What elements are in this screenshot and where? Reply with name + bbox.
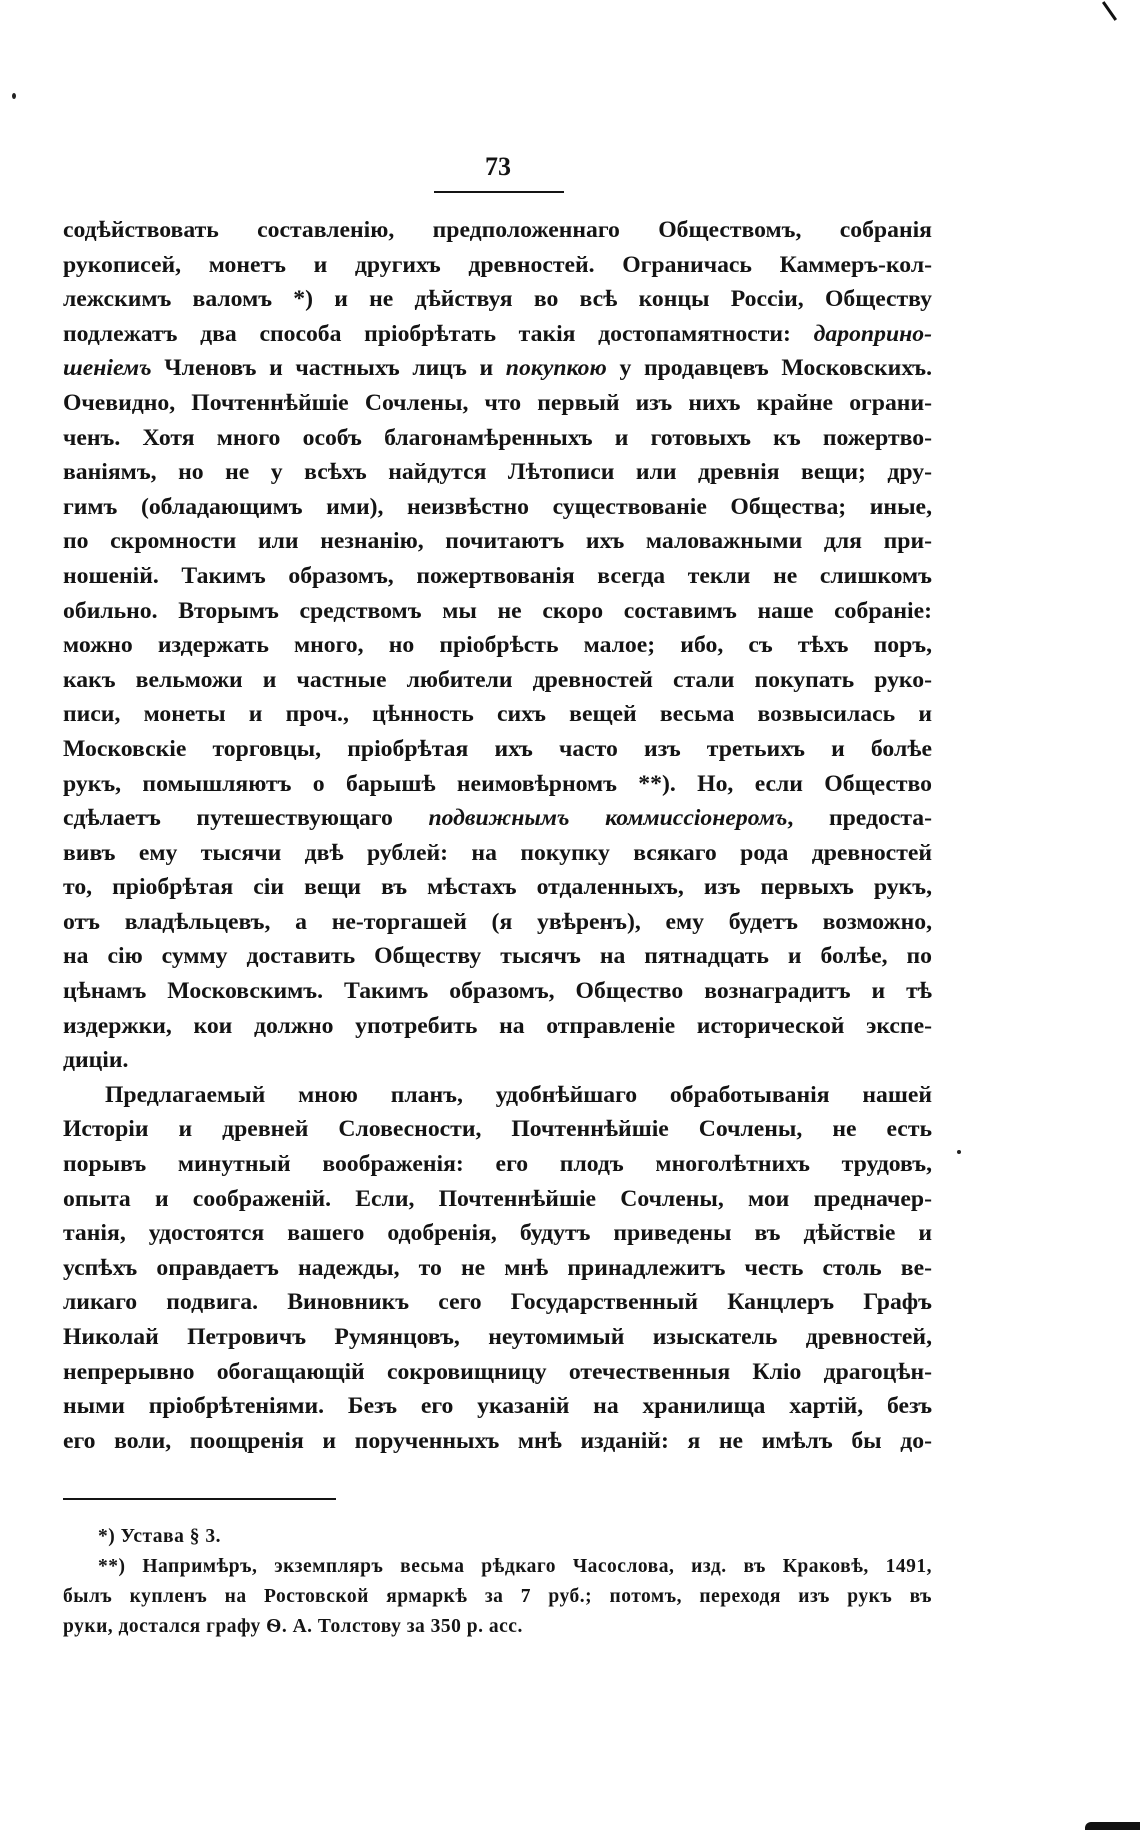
text-fragment: рукъ, помышляютъ о барышѣ неимовѣрномъ **). Но, если Общество bbox=[63, 770, 932, 797]
scan-corner-mark bbox=[1085, 1822, 1140, 1830]
footnote-line: былъ купленъ на Ростовской ярмаркѣ за 7 руб.; потомъ, переходя изъ рукъ въ bbox=[63, 1586, 932, 1607]
text-line bbox=[63, 559, 932, 594]
text-fragment: ношеній. Такимъ образомъ, пожертвованія всегда текли не слишкомъ bbox=[63, 562, 932, 589]
text-fragment: ченъ. Хотя много особъ благонамѣренныхъ и готовыхъ къ пожертво- bbox=[63, 424, 932, 451]
text-line bbox=[63, 767, 932, 802]
text-line bbox=[63, 663, 932, 698]
text-line bbox=[63, 317, 932, 352]
text-fragment: ваніямъ, но не у всѣхъ найдутся Лѣтописи или древнія вещи; дру- bbox=[63, 459, 932, 486]
text-fragment: отъ владѣльцевъ, а не-торгашей (я увѣренъ), ему будетъ возможно, bbox=[63, 908, 932, 935]
text-line bbox=[63, 974, 932, 1009]
text-line bbox=[63, 1251, 932, 1286]
text-line bbox=[63, 1216, 932, 1251]
text-line bbox=[63, 628, 932, 663]
text-fragment: Исторіи и древней Словесности, Почтеннѣйшіе Сочлены, не есть bbox=[63, 1116, 932, 1143]
text-line bbox=[63, 939, 932, 974]
text-line bbox=[63, 1285, 932, 1320]
text-line bbox=[63, 248, 932, 283]
text-fragment: непрерывно обогащающій сокровищницу отечественныя Кліо драгоцѣн- bbox=[63, 1358, 932, 1385]
text-fragment: ными пріобрѣтеніями. Безъ его указаній на хранилища хартій, безъ bbox=[63, 1393, 932, 1420]
text-fragment: Предлагаемый мною планъ, удобнѣйшаго обработыванія нашей bbox=[105, 1081, 932, 1108]
italic-phrase: дароприно- bbox=[813, 320, 932, 347]
text-line bbox=[63, 836, 932, 871]
footnote-separator bbox=[63, 1498, 336, 1500]
footnote-line: *) Устава § 3. bbox=[98, 1526, 221, 1547]
text-fragment: , предоста- bbox=[787, 805, 932, 832]
text-line bbox=[63, 213, 932, 248]
text-line bbox=[63, 1320, 932, 1355]
italic-phrase: шеніемъ bbox=[63, 355, 152, 382]
text-line bbox=[63, 1389, 932, 1424]
footnotes bbox=[63, 1522, 932, 1642]
text-fragment: можно издержать много, но пріобрѣсть малое; ибо, съ тѣхъ поръ, bbox=[63, 632, 932, 659]
text-line bbox=[63, 1355, 932, 1390]
text-fragment: Николай Петровичъ Румянцовъ, неутомимый изыскатель древностей, bbox=[63, 1324, 932, 1350]
text-line bbox=[63, 1182, 932, 1217]
text-fragment: вивъ ему тысячи двѣ рублей: на покупку всякаго рода древностей bbox=[63, 839, 932, 866]
text-fragment: на сію сумму доставить Обществу тысячъ на пятнадцать и болѣе, по bbox=[63, 943, 932, 970]
text-fragment: писи, монеты и проч., цѣнность сихъ вещей весьма возвысилась и bbox=[63, 701, 932, 728]
text-fragment: диціи. bbox=[63, 1047, 129, 1074]
text-fragment: у продавцевъ Московскихъ. bbox=[606, 355, 932, 382]
body-text bbox=[63, 213, 932, 1458]
page-number-rule bbox=[434, 191, 564, 193]
text-line bbox=[63, 351, 932, 386]
page-number: 73 bbox=[485, 152, 511, 181]
text-fragment: издержки, кои должно употребить на отправленіе исторической экспе- bbox=[63, 1012, 932, 1039]
text-fragment: Московскіе торговцы, пріобрѣтая ихъ часто изъ третьихъ и болѣе bbox=[63, 735, 932, 762]
scan-speck bbox=[12, 93, 16, 99]
text-fragment: то, пріобрѣтая сіи вещи въ мѣстахъ отдаленныхъ, изъ первыхъ рукъ, bbox=[63, 874, 932, 901]
text-line bbox=[63, 455, 932, 490]
text-line bbox=[63, 697, 932, 732]
text-line bbox=[63, 421, 932, 456]
footnote-line: **) Напримѣръ, экземпляръ весьма рѣдкаго Часослова, изд. въ Краковѣ, 1491, bbox=[98, 1556, 932, 1577]
text-fragment: сдѣлаетъ путешествующаго bbox=[63, 805, 429, 832]
text-fragment: по скромности или незнанію, почитаютъ ихъ маловажными для при- bbox=[63, 528, 932, 555]
text-line bbox=[63, 524, 932, 559]
text-fragment: обильно. Вторымъ средствомъ мы не скоро составимъ наше собраніе: bbox=[63, 597, 932, 624]
text-fragment: цѣнамъ Московскимъ. Такимъ образомъ, Общество вознаградитъ и тѣ bbox=[63, 978, 932, 1005]
text-fragment: содѣйствовать составленію, предположеннаго Обществомъ, собранія bbox=[63, 217, 932, 243]
text-fragment: какъ вельможи и частные любители древностей стали покупать руко- bbox=[63, 666, 932, 693]
text-fragment: лежскимъ валомъ *) и не дѣйствуя во всѣ концы Россіи, Обществу bbox=[63, 286, 932, 313]
italic-phrase: покупкою bbox=[505, 355, 607, 382]
text-fragment: его воли, поощренія и порученныхъ мнѣ изданій: я не имѣлъ бы до- bbox=[63, 1427, 932, 1454]
text-fragment: подлежатъ два способа пріобрѣтать такія достопамятности: bbox=[63, 320, 814, 347]
text-line bbox=[63, 1043, 932, 1078]
text-line bbox=[63, 1424, 932, 1459]
italic-phrase: подвижнымъ коммиссіонеромъ bbox=[428, 805, 788, 832]
scan-corner-mark bbox=[1102, 1, 1117, 21]
text-fragment: опыта и соображеній. Если, Почтеннѣйшіе Сочлены, мои предначер- bbox=[63, 1185, 932, 1212]
text-line bbox=[63, 905, 932, 940]
text-line bbox=[63, 1009, 932, 1044]
text-line bbox=[63, 594, 932, 629]
text-line bbox=[63, 870, 932, 905]
text-fragment: ликаго подвига. Виновникъ сего Государственный Канцлеръ Графъ bbox=[63, 1289, 932, 1316]
text-fragment: гимъ (обладающимъ ими), неизвѣстно существованіе Общества; иные, bbox=[63, 493, 932, 520]
text-line bbox=[63, 490, 932, 525]
text-fragment: Очевидно, Почтеннѣйшіе Сочлены, что первый изъ нихъ крайне ограни- bbox=[63, 389, 932, 416]
text-fragment: Членовъ и частныхъ лицъ и bbox=[151, 355, 506, 382]
text-fragment: рукописей, монетъ и другихъ древностей. Ограничась Каммеръ-кол- bbox=[63, 251, 932, 278]
text-line bbox=[63, 801, 932, 836]
text-line bbox=[63, 732, 932, 767]
text-line bbox=[63, 1147, 932, 1182]
text-line bbox=[63, 386, 932, 421]
scan-speck bbox=[957, 1150, 961, 1154]
text-fragment: успѣхъ оправдаетъ надежды, то не мнѣ принадлежитъ честь столь ве- bbox=[63, 1254, 932, 1281]
text-fragment: танія, удостоятся вашего одобренія, будутъ приведены въ дѣйствіе и bbox=[63, 1220, 932, 1247]
text-line bbox=[63, 1112, 932, 1147]
text-line bbox=[63, 1078, 932, 1113]
text-line bbox=[63, 282, 932, 317]
footnote-line: руки, достался графу Ѳ. А. Толстову за 350 р. асс. bbox=[63, 1616, 523, 1637]
text-fragment: порывъ минутный воображенія: его плодъ многолѣтнихъ трудовъ, bbox=[63, 1151, 932, 1178]
